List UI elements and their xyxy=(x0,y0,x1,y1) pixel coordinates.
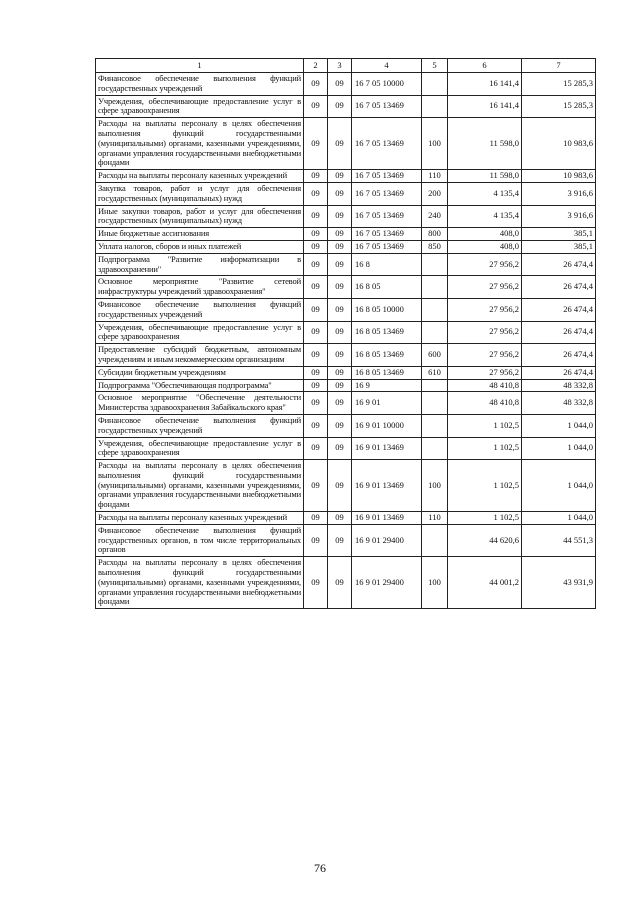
subsection-code-cell: 09 xyxy=(328,205,352,228)
header-col-5: 5 xyxy=(422,59,448,73)
subsection-code-cell: 09 xyxy=(328,95,352,118)
amount-col7-cell: 385,1 xyxy=(522,228,596,241)
expense-type-cell xyxy=(422,95,448,118)
section-code-cell: 09 xyxy=(304,524,328,556)
subsection-code-cell: 09 xyxy=(328,437,352,460)
header-col-7: 7 xyxy=(522,59,596,73)
section-code-cell: 09 xyxy=(304,240,328,253)
amount-col6-cell: 16 141,4 xyxy=(448,95,522,118)
expense-type-cell xyxy=(422,276,448,299)
amount-col6-cell: 4 135,4 xyxy=(448,182,522,205)
section-code-cell: 09 xyxy=(304,276,328,299)
expense-type-cell: 200 xyxy=(422,182,448,205)
target-article-cell: 16 9 01 13469 xyxy=(352,437,422,460)
section-code-cell: 09 xyxy=(304,366,328,379)
expense-type-cell: 240 xyxy=(422,205,448,228)
amount-col7-cell: 3 916,6 xyxy=(522,205,596,228)
table-row xyxy=(96,460,596,512)
expense-type-cell: 100 xyxy=(422,460,448,512)
table-row xyxy=(96,512,596,525)
amount-col7-cell: 10 983,6 xyxy=(522,170,596,183)
expense-type-cell: 110 xyxy=(422,170,448,183)
section-code-cell: 09 xyxy=(304,205,328,228)
amount-col6-cell: 27 956,2 xyxy=(448,321,522,344)
amount-col7-cell: 26 474,4 xyxy=(522,253,596,276)
amount-col7-cell: 48 332,8 xyxy=(522,392,596,415)
row-name-cell: Подпрограмма "Обеспечивающая подпрограмма" xyxy=(96,379,304,392)
target-article-cell: 16 9 01 13469 xyxy=(352,512,422,525)
amount-col6-cell: 11 598,0 xyxy=(448,118,522,170)
amount-col6-cell: 48 410,8 xyxy=(448,392,522,415)
amount-col7-cell: 26 474,4 xyxy=(522,276,596,299)
amount-col7-cell: 10 983,6 xyxy=(522,118,596,170)
subsection-code-cell: 09 xyxy=(328,240,352,253)
row-name-cell: Расходы на выплаты персоналу в целях обеспечения выполнения функций государственными (муниципальными) органами, казенными учреждениями, органами управления государственными внебюджетными фондами xyxy=(96,557,304,609)
subsection-code-cell: 09 xyxy=(328,182,352,205)
expense-type-cell xyxy=(422,73,448,96)
target-article-cell: 16 7 05 10000 xyxy=(352,73,422,96)
amount-col7-cell: 1 044,0 xyxy=(522,414,596,437)
table-row xyxy=(96,205,596,228)
target-article-cell: 16 8 05 xyxy=(352,276,422,299)
section-code-cell: 09 xyxy=(304,392,328,415)
section-code-cell: 09 xyxy=(304,460,328,512)
budget-table xyxy=(95,58,596,609)
table-row xyxy=(96,228,596,241)
row-name-cell: Учреждения, обеспечивающие предоставление услуг в сфере здравоохранения xyxy=(96,437,304,460)
header-col-1: 1 xyxy=(96,59,304,73)
target-article-cell: 16 8 05 13469 xyxy=(352,366,422,379)
table-row xyxy=(96,182,596,205)
row-name-cell: Учреждения, обеспечивающие предоставление услуг в сфере здравоохранения xyxy=(96,321,304,344)
subsection-code-cell: 09 xyxy=(328,118,352,170)
section-code-cell: 09 xyxy=(304,437,328,460)
target-article-cell: 16 7 05 13469 xyxy=(352,205,422,228)
target-article-cell: 16 8 05 10000 xyxy=(352,298,422,321)
subsection-code-cell: 09 xyxy=(328,321,352,344)
header-col-2: 2 xyxy=(304,59,328,73)
subsection-code-cell: 09 xyxy=(328,366,352,379)
subsection-code-cell: 09 xyxy=(328,512,352,525)
header-col-6: 6 xyxy=(448,59,522,73)
table-row xyxy=(96,392,596,415)
amount-col6-cell: 4 135,4 xyxy=(448,205,522,228)
amount-col7-cell: 48 332,8 xyxy=(522,379,596,392)
table-row xyxy=(96,276,596,299)
amount-col6-cell: 27 956,2 xyxy=(448,344,522,367)
table-row xyxy=(96,95,596,118)
subsection-code-cell: 09 xyxy=(328,460,352,512)
amount-col6-cell: 1 102,5 xyxy=(448,414,522,437)
target-article-cell: 16 9 01 13469 xyxy=(352,460,422,512)
amount-col7-cell: 26 474,4 xyxy=(522,366,596,379)
row-name-cell: Финансовое обеспечение выполнения функций государственных органов, в том числе территориальных органов xyxy=(96,524,304,556)
expense-type-cell xyxy=(422,392,448,415)
expense-type-cell xyxy=(422,253,448,276)
section-code-cell: 09 xyxy=(304,321,328,344)
subsection-code-cell: 09 xyxy=(328,557,352,609)
section-code-cell: 09 xyxy=(304,414,328,437)
row-name-cell: Учреждения, обеспечивающие предоставление услуг в сфере здравоохранения xyxy=(96,95,304,118)
table-row xyxy=(96,379,596,392)
target-article-cell: 16 8 xyxy=(352,253,422,276)
amount-col6-cell: 27 956,2 xyxy=(448,366,522,379)
expense-type-cell: 100 xyxy=(422,118,448,170)
row-name-cell: Основное мероприятие "Обеспечение деятельности Министерства здравоохранения Забайкальского края" xyxy=(96,392,304,415)
amount-col7-cell: 15 285,3 xyxy=(522,95,596,118)
subsection-code-cell: 09 xyxy=(328,344,352,367)
amount-col6-cell: 44 001,2 xyxy=(448,557,522,609)
row-name-cell: Расходы на выплаты персоналу в целях обеспечения выполнения функций государственными (муниципальными) органами, казенными учреждениями, органами управления государственными внебюджетными фондами xyxy=(96,460,304,512)
row-name-cell: Финансовое обеспечение выполнения функций государственных учреждений xyxy=(96,414,304,437)
target-article-cell: 16 8 05 13469 xyxy=(352,344,422,367)
row-name-cell: Иные бюджетные ассигнования xyxy=(96,228,304,241)
target-article-cell: 16 9 xyxy=(352,379,422,392)
header-col-4: 4 xyxy=(352,59,422,73)
target-article-cell: 16 7 05 13469 xyxy=(352,240,422,253)
expense-type-cell xyxy=(422,298,448,321)
table-row xyxy=(96,414,596,437)
amount-col6-cell: 408,0 xyxy=(448,228,522,241)
row-name-cell: Финансовое обеспечение выполнения функций государственных учреждений xyxy=(96,298,304,321)
row-name-cell: Субсидии бюджетным учреждениям xyxy=(96,366,304,379)
subsection-code-cell: 09 xyxy=(328,73,352,96)
amount-col6-cell: 27 956,2 xyxy=(448,276,522,299)
table-header xyxy=(96,59,596,73)
section-code-cell: 09 xyxy=(304,170,328,183)
header-row xyxy=(96,59,596,73)
target-article-cell: 16 9 01 10000 xyxy=(352,414,422,437)
table-row xyxy=(96,437,596,460)
expense-type-cell xyxy=(422,437,448,460)
row-name-cell: Уплата налогов, сборов и иных платежей xyxy=(96,240,304,253)
target-article-cell: 16 7 05 13469 xyxy=(352,118,422,170)
amount-col7-cell: 385,1 xyxy=(522,240,596,253)
target-article-cell: 16 7 05 13469 xyxy=(352,228,422,241)
section-code-cell: 09 xyxy=(304,298,328,321)
row-name-cell: Финансовое обеспечение выполнения функций государственных учреждений xyxy=(96,73,304,96)
amount-col6-cell: 27 956,2 xyxy=(448,253,522,276)
subsection-code-cell: 09 xyxy=(328,298,352,321)
target-article-cell: 16 8 05 13469 xyxy=(352,321,422,344)
amount-col6-cell: 48 410,8 xyxy=(448,379,522,392)
subsection-code-cell: 09 xyxy=(328,253,352,276)
table-row xyxy=(96,240,596,253)
amount-col7-cell: 1 044,0 xyxy=(522,437,596,460)
header-col-3: 3 xyxy=(328,59,352,73)
row-name-cell: Подпрограмма "Развитие информатизации в здравоохранении" xyxy=(96,253,304,276)
target-article-cell: 16 7 05 13469 xyxy=(352,95,422,118)
subsection-code-cell: 09 xyxy=(328,524,352,556)
table-row xyxy=(96,118,596,170)
row-name-cell: Закупка товаров, работ и услуг для обеспечения государственных (муниципальных) нужд xyxy=(96,182,304,205)
amount-col7-cell: 1 044,0 xyxy=(522,460,596,512)
expense-type-cell xyxy=(422,321,448,344)
target-article-cell: 16 7 05 13469 xyxy=(352,170,422,183)
table-row xyxy=(96,73,596,96)
amount-col7-cell: 43 931,9 xyxy=(522,557,596,609)
subsection-code-cell: 09 xyxy=(328,414,352,437)
table-row xyxy=(96,170,596,183)
section-code-cell: 09 xyxy=(304,344,328,367)
table-row xyxy=(96,557,596,609)
amount-col6-cell: 408,0 xyxy=(448,240,522,253)
table-body xyxy=(96,73,596,609)
amount-col6-cell: 16 141,4 xyxy=(448,73,522,96)
row-name-cell: Расходы на выплаты персоналу казенных учреждений xyxy=(96,170,304,183)
amount-col7-cell: 3 916,6 xyxy=(522,182,596,205)
table-row xyxy=(96,366,596,379)
amount-col6-cell: 1 102,5 xyxy=(448,437,522,460)
subsection-code-cell: 09 xyxy=(328,228,352,241)
subsection-code-cell: 09 xyxy=(328,276,352,299)
section-code-cell: 09 xyxy=(304,118,328,170)
section-code-cell: 09 xyxy=(304,557,328,609)
expense-type-cell xyxy=(422,379,448,392)
amount-col6-cell: 11 598,0 xyxy=(448,170,522,183)
expense-type-cell xyxy=(422,524,448,556)
row-name-cell: Расходы на выплаты персоналу казенных учреждений xyxy=(96,512,304,525)
section-code-cell: 09 xyxy=(304,182,328,205)
section-code-cell: 09 xyxy=(304,379,328,392)
expense-type-cell: 100 xyxy=(422,557,448,609)
amount-col6-cell: 1 102,5 xyxy=(448,460,522,512)
amount-col7-cell: 44 551,3 xyxy=(522,524,596,556)
expense-type-cell: 610 xyxy=(422,366,448,379)
amount-col6-cell: 1 102,5 xyxy=(448,512,522,525)
subsection-code-cell: 09 xyxy=(328,170,352,183)
table-row xyxy=(96,321,596,344)
table-row xyxy=(96,344,596,367)
page-number: 76 xyxy=(314,861,326,875)
expense-type-cell: 850 xyxy=(422,240,448,253)
table-row xyxy=(96,298,596,321)
row-name-cell: Расходы на выплаты персоналу в целях обеспечения выполнения функций государственными (муниципальными) органами, казенными учреждениями, органами управления государственными внебюджетными фондами xyxy=(96,118,304,170)
amount-col7-cell: 15 285,3 xyxy=(522,73,596,96)
row-name-cell: Иные закупки товаров, работ и услуг для обеспечения государственных (муниципальных) нужд xyxy=(96,205,304,228)
subsection-code-cell: 09 xyxy=(328,392,352,415)
amount-col7-cell: 26 474,4 xyxy=(522,344,596,367)
amount-col6-cell: 27 956,2 xyxy=(448,298,522,321)
row-name-cell: Основное мероприятие "Развитие сетевой инфраструктуры учреждений здравоохранения" xyxy=(96,276,304,299)
section-code-cell: 09 xyxy=(304,228,328,241)
amount-col7-cell: 26 474,4 xyxy=(522,298,596,321)
row-name-cell: Предоставление субсидий бюджетным, автономным учреждениям и иным некоммерческим организациям xyxy=(96,344,304,367)
amount-col6-cell: 44 620,6 xyxy=(448,524,522,556)
table-row xyxy=(96,253,596,276)
expense-type-cell: 800 xyxy=(422,228,448,241)
target-article-cell: 16 9 01 29400 xyxy=(352,524,422,556)
subsection-code-cell: 09 xyxy=(328,379,352,392)
target-article-cell: 16 9 01 29400 xyxy=(352,557,422,609)
section-code-cell: 09 xyxy=(304,512,328,525)
target-article-cell: 16 7 05 13469 xyxy=(352,182,422,205)
amount-col7-cell: 26 474,4 xyxy=(522,321,596,344)
section-code-cell: 09 xyxy=(304,95,328,118)
expense-type-cell xyxy=(422,414,448,437)
amount-col7-cell: 1 044,0 xyxy=(522,512,596,525)
section-code-cell: 09 xyxy=(304,73,328,96)
table-row xyxy=(96,524,596,556)
expense-type-cell: 110 xyxy=(422,512,448,525)
expense-type-cell: 600 xyxy=(422,344,448,367)
target-article-cell: 16 9 01 xyxy=(352,392,422,415)
section-code-cell: 09 xyxy=(304,253,328,276)
